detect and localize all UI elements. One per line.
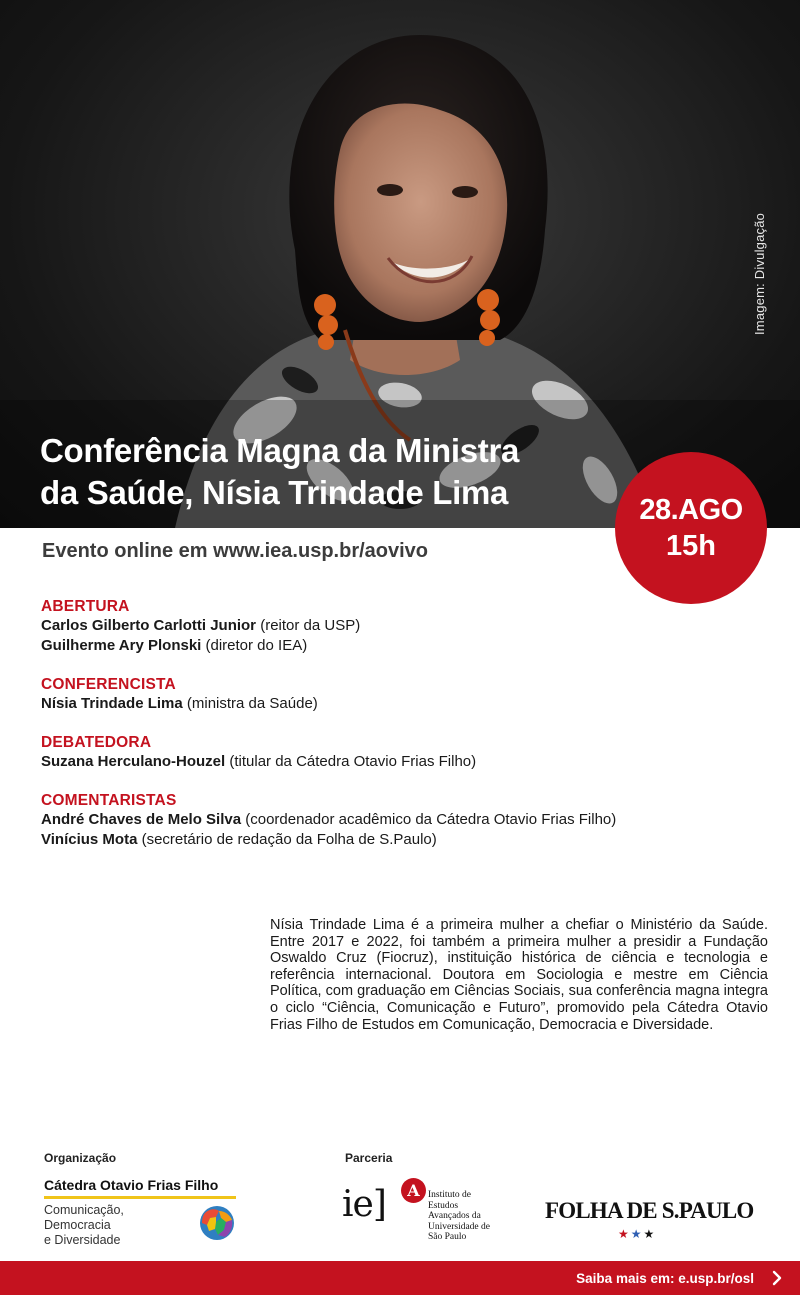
event-title-line-1: Conferência Magna da Ministra (40, 432, 520, 469)
section-conferencista (41, 676, 741, 714)
event-title (40, 430, 640, 514)
catedra-name: Cátedra Otavio Frias Filho (44, 1177, 236, 1199)
folha-name: FOLHA DE S.PAULO (545, 1198, 754, 1223)
folha-stars-icon: ★★★ (618, 1227, 657, 1241)
person-role: (titular da Cátedra Otavio Frias Filho) (225, 753, 477, 770)
event-title-line-2: da Saúde, Nísia Trindade Lima (40, 474, 509, 511)
event-time: 15h (666, 530, 716, 562)
person-role: (diretor do IEA) (201, 637, 308, 654)
person-role: (ministra da Saúde) (182, 695, 318, 712)
iea-usp-logo[interactable] (342, 1178, 522, 1242)
person-line (41, 752, 741, 772)
section-title: ABERTURA (41, 598, 130, 615)
person-name: Nísia Trindade Lima (41, 695, 183, 712)
section-abertura (41, 598, 741, 656)
catedra-logo[interactable] (44, 1177, 236, 1248)
partnership-label: Parceria (345, 1151, 393, 1165)
hero-banner (0, 0, 800, 528)
catedra-subtitle-line: e Diversidade (44, 1233, 121, 1247)
section-title: CONFERENCISTA (41, 676, 176, 693)
iea-name-line: Instituto de (428, 1190, 472, 1200)
person-line (41, 636, 741, 656)
iea-name (428, 1190, 528, 1243)
iea-name-line: Universidade de (428, 1221, 490, 1232)
organization-label: Organização (44, 1151, 117, 1165)
event-date: 28.AGO (639, 494, 743, 526)
iea-name-line: São Paulo (428, 1232, 467, 1242)
more-info-link[interactable]: Saiba mais em: e.usp.br/osl (576, 1270, 754, 1286)
person-line (41, 616, 741, 636)
program-list (41, 598, 741, 870)
speaker-bio: Nísia Trindade Lima é a primeira mulher a chefiar o Ministério da Saúde. Entre 2017 e 2022, foi também a primeira mulher a presidir a Fundação Oswaldo Cruz (Fiocruz), instituição histórica de ciência e tecnologia e referência internacional. Doutora em Sociologia e mestre em Ciência Política, com graduação em Ciências Sociais, sua conferência magna integra o ciclo “Ciência, Comunicação e Futuro”, promovido pela Cátedra Otavio Frias Filho de Estudos em Comunicação, Democracia e Diversidade. (270, 917, 768, 1033)
iea-name-line: Avançados da (428, 1211, 481, 1221)
catedra-subtitle-line: Comunicação, (44, 1203, 124, 1217)
person-line (41, 830, 741, 850)
iea-name-line: Estudos (428, 1200, 459, 1211)
person-role: (reitor da USP) (256, 617, 361, 634)
person-line (41, 810, 741, 830)
section-comentaristas (41, 792, 741, 850)
person-line (41, 694, 741, 714)
chevron-right-icon[interactable] (768, 1269, 786, 1287)
section-debatedora (41, 734, 741, 772)
person-role: (coordenador acadêmico da Cátedra Otavio Frias Filho) (241, 811, 617, 828)
online-event-link[interactable]: Evento online em www.iea.usp.br/aovivo (42, 540, 429, 562)
image-credit: Imagem: Divulgação (752, 212, 767, 335)
folha-logo[interactable] (545, 1198, 754, 1241)
iea-mark: ie] (342, 1184, 386, 1225)
iea-a-badge: A (401, 1178, 426, 1203)
section-title: COMENTARISTAS (41, 792, 177, 809)
person-name: Suzana Herculano-Houzel (41, 753, 226, 770)
catedra-subtitle-line: Democracia (44, 1218, 111, 1232)
person-name: André Chaves de Melo Silva (41, 811, 242, 828)
rainbow-globe-icon (199, 1205, 235, 1241)
date-badge (615, 452, 767, 604)
more-info-bar[interactable] (0, 1261, 800, 1295)
person-name: Guilherme Ary Plonski (41, 637, 202, 654)
person-role: (secretário de redação da Folha de S.Paulo) (137, 831, 437, 848)
section-title: DEBATEDORA (41, 734, 152, 751)
person-name: Vinícius Mota (41, 831, 138, 848)
person-name: Carlos Gilberto Carlotti Junior (41, 617, 257, 634)
